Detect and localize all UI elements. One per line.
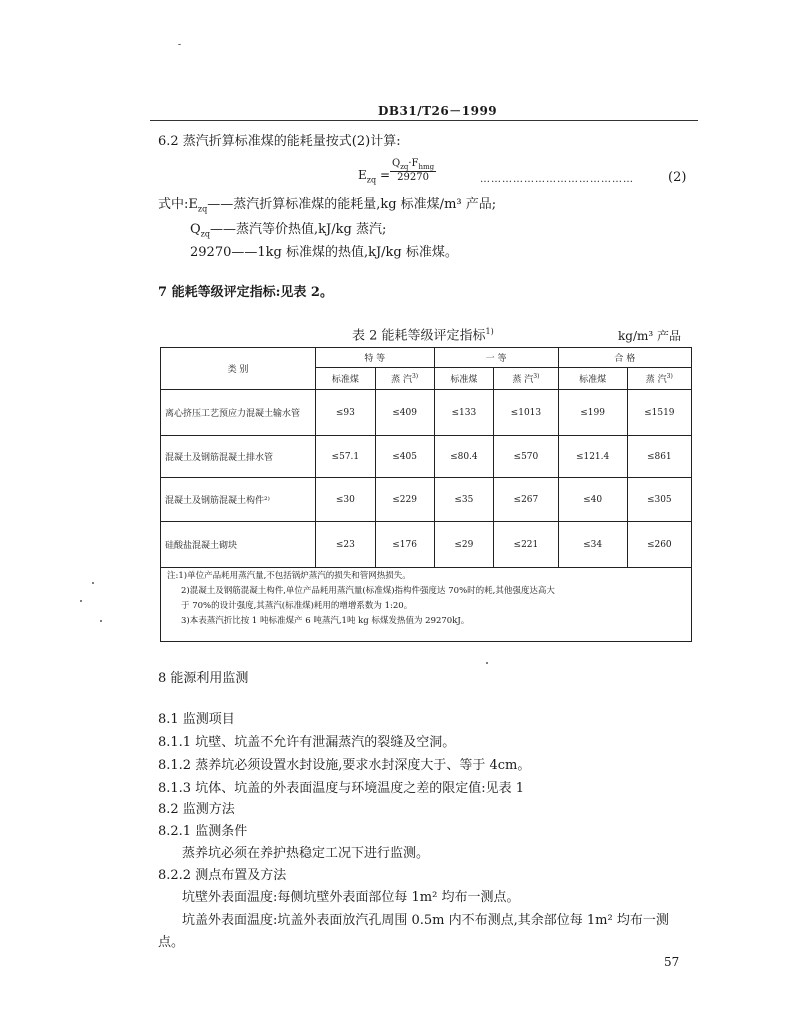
- section-8-1: 8.1 监测项目: [158, 712, 235, 727]
- cell-value: ≤29: [434, 522, 494, 568]
- section-8-title: 8 能源利用监测: [158, 671, 249, 686]
- formula-lhs: $E_{zq}$ =: [358, 168, 390, 185]
- formula-fraction: $Q_{zq}\cdot F_{hmg}$ 29270: [392, 158, 435, 183]
- paragraph-wall-temp: 坑壁外表面温度:每侧坑壁外表面部位每 1m² 均布一测点。: [182, 890, 520, 905]
- table-row: [161, 478, 692, 522]
- scan-noise: [178, 44, 181, 45]
- cell-value: ≤409: [375, 390, 434, 436]
- cell-value: ≤229: [375, 478, 434, 522]
- document-id: DB31/T26－1999: [378, 104, 498, 118]
- scan-noise: [80, 600, 82, 602]
- paragraph-cover-temp-end: 点。: [158, 935, 185, 950]
- header-category: 类 别: [161, 348, 316, 390]
- note-2: 2)混凝土及钢筋混凝土构件,单位产品耗用蒸汽量(标准煤)指构件强度达 70%时的耗,其他强度达高大: [181, 586, 555, 596]
- header-grade-special: 特 等: [316, 348, 435, 368]
- row-category: 混凝土及钢筋混凝土构件²⁾: [161, 478, 316, 522]
- cell-value: ≤80.4: [434, 436, 494, 478]
- section-7-title: 7 能耗等级评定指标:见表 2。: [158, 285, 333, 300]
- cell-value: ≤570: [494, 436, 558, 478]
- section-8-1-3: 8.1.3 坑体、坑盖的外表面温度与环境温度之差的限定值:见表 1: [158, 781, 524, 796]
- section-8-2-2: 8.2.2 测点布置及方法: [158, 868, 287, 883]
- table-2-unit: kg/m³ 产品: [618, 329, 682, 343]
- cell-value: ≤121.4: [558, 436, 627, 478]
- header-grade-qualified: 合 格: [558, 348, 691, 368]
- formula-tag: (2): [668, 170, 687, 185]
- cell-value: ≤221: [494, 522, 558, 568]
- subheader-coal: 标准煤: [316, 368, 376, 390]
- page-number: 57: [664, 955, 680, 969]
- definition-qzq: $Q_{zq}——$蒸汽等价热值,kJ/kg 蒸汽;: [190, 222, 387, 239]
- scan-noise: [486, 662, 488, 664]
- definition-29270: 29270——1kg 标准煤的热值,kJ/kg 标准煤。: [190, 245, 458, 260]
- subheader-steam: 蒸 汽$^{3)}$: [494, 368, 558, 390]
- cell-value: ≤23: [316, 522, 376, 568]
- subheader-steam: 蒸 汽$^{3)}$: [375, 368, 434, 390]
- cell-value: ≤40: [558, 478, 627, 522]
- cell-value: ≤1519: [627, 390, 691, 436]
- row-category: 离心挤压工艺预应力混凝土输水管: [161, 390, 316, 436]
- table-row: [161, 522, 692, 568]
- section-6-2-title: 6.2 蒸汽折算标准煤的能耗量按式(2)计算:: [158, 134, 401, 149]
- row-category: 硅酸盐混凝土砌块: [161, 522, 316, 568]
- section-8-2-1-text: 蒸养坑必须在养护热稳定工况下进行监测。: [182, 846, 430, 861]
- note-3: 3)本表蒸汽折比按 1 吨标准煤产 6 吨蒸汽,1吨 kg 标煤发热值为 29270kJ。: [181, 616, 470, 626]
- section-8-2: 8.2 监测方法: [158, 802, 235, 817]
- section-8-2-1: 8.2.1 监测条件: [158, 824, 248, 839]
- subheader-coal: 标准煤: [434, 368, 494, 390]
- scan-noise: [100, 620, 102, 622]
- section-8-1-2: 8.1.2 蒸养坑必须设置水封设施,要求水封深度大于、等于 4cm。: [158, 758, 531, 773]
- cell-value: ≤861: [627, 436, 691, 478]
- cell-value: ≤176: [375, 522, 434, 568]
- section-8-1-1: 8.1.1 坑壁、坑盖不允许有泄漏蒸汽的裂缝及空洞。: [158, 735, 456, 750]
- cell-value: ≤305: [627, 478, 691, 522]
- note-2-cont: 于 70%的设计强度,其蒸汽(标准煤)耗用的增增系数为 1:20。: [181, 601, 413, 611]
- header-rule: [150, 120, 698, 121]
- table-row: [161, 436, 692, 478]
- cell-value: ≤34: [558, 522, 627, 568]
- paragraph-cover-temp: 坑盖外表面温度:坑盖外表面放汽孔周围 0.5m 内不布测点,其余部位每 1m² 均布一测: [182, 913, 669, 928]
- formula-leader: ……………………………………: [480, 174, 634, 185]
- energy-grade-table: [160, 347, 692, 568]
- cell-value: ≤35: [434, 478, 494, 522]
- cell-value: ≤133: [434, 390, 494, 436]
- definition-ezq: 式中$:E_{zq}——$蒸汽折算标准煤的能耗量,kg 标准煤/m³ 产品;: [158, 197, 497, 214]
- cell-value: ≤199: [558, 390, 627, 436]
- scan-noise: [92, 582, 94, 584]
- cell-value: ≤267: [494, 478, 558, 522]
- subheader-steam: 蒸 汽$^{3)}$: [627, 368, 691, 390]
- row-category: 混凝土及钢筋混凝土排水管: [161, 436, 316, 478]
- subheader-coal: 标准煤: [558, 368, 627, 390]
- table-2-caption: 表 2 能耗等级评定指标$^{1)}$: [352, 327, 494, 344]
- table-notes: [160, 567, 692, 642]
- cell-value: ≤93: [316, 390, 376, 436]
- cell-value: ≤30: [316, 478, 376, 522]
- header-grade-first: 一 等: [434, 348, 558, 368]
- cell-value: ≤405: [375, 436, 434, 478]
- note-1: 注:1)单位产品耗用蒸汽量,不包括锅炉蒸汽的损失和管网热损失。: [167, 571, 411, 581]
- table-row: [161, 390, 692, 436]
- cell-value: ≤57.1: [316, 436, 376, 478]
- cell-value: ≤1013: [494, 390, 558, 436]
- cell-value: ≤260: [627, 522, 691, 568]
